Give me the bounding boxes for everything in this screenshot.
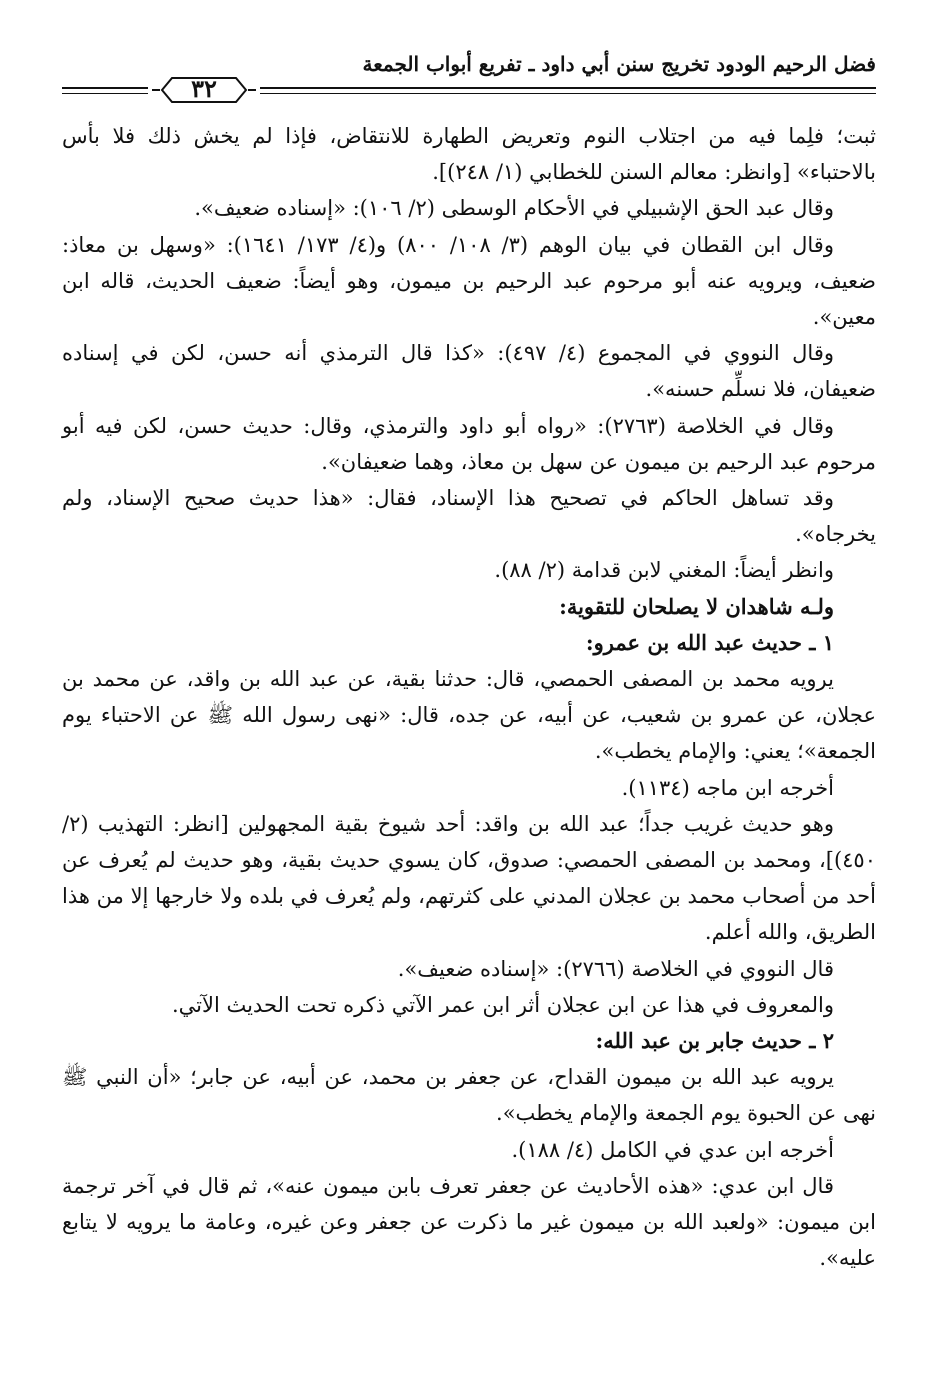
paragraph: وقال في الخلاصة (٢٧٦٣): «رواه أبو داود والترمذي، وقال: حديث حسن، لكن فيه أبو مرحوم عبد الرحيم بن ميمون عن سهل بن معاذ، وهما ضعيفان». <box>62 413 876 474</box>
paragraph: يرويه عبد الله بن ميمون القداح، عن جعفر بن محمد، عن أبيه، عن جابر؛ «أن النبي ﷺ نهى عن الحبوة يوم الجمعة والإمام يخطب». <box>62 1065 876 1126</box>
paragraph: قال ابن عدي: «هذه الأحاديث عن جعفر تعرف بابن ميمون عنه»، ثم قال في آخر ترجمة ابن ميمون: «ولعبد الله بن ميمون غير ما ذكرت عن جعفر وعن غيره، وعامة ما يرويه لا يتابع عليه». <box>62 1173 876 1271</box>
paragraph: قال النووي في الخلاصة (٢٧٦٦): «إسناده ضعيف». <box>397 956 834 981</box>
page-number: ٣٢ <box>191 74 217 103</box>
page-number-badge <box>148 72 260 108</box>
paragraph: والمعروف في هذا عن ابن عجلان أثر ابن عمر الآتي ذكره تحت الحديث الآتي. <box>171 992 834 1017</box>
running-title: فضل الرحيم الودود تخريج سنن أبي داود ـ تفريع أبواب الجمعة <box>362 52 876 76</box>
paragraph: وقال النووي في المجموع (٤/ ٤٩٧): «كذا قال الترمذي أنه حسن، لكن في إسناده ضعيفان، فلا نسلِّم حسنه». <box>62 341 876 402</box>
page-header <box>62 52 876 102</box>
paragraph: وهو حديث غريب جداً؛ عبد الله بن واقد: أحد شيوخ بقية المجهولين [انظر: التهذيب (٢/ ٤٥٠)]، ومحمد بن المصفى الحمصي: صدوق، كان يسوي حديث بقية، وهو حديث لم يُعرف عن أحد من أصحاب محمد بن عجلان المدني على كثرتهم، ولم يُعرف في بلده ولا خارجها إلا من هذا الطريق، والله أعلم. <box>62 811 876 945</box>
paragraph: ثبت؛ فلِما فيه من اجتلاب النوم وتعريض الطهارة للانتقاض، فإذا لم يخش ذلك فلا بأس بالاحتباء» [وانظر: معالم السنن للخطابي (١/ ٢٤٨)]. <box>62 124 876 185</box>
paragraph: وقال ابن القطان في بيان الوهم (٣/ ١٠٨/ ٨٠٠) و(٤/ ١٧٣/ ١٦٤١): «وسهل بن معاذ: ضعيف، ويرويه عنه أبو مرحوم عبد الرحيم بن ميمون، وهو أيضاً: ضعيف الحديث، قاله ابن معين». <box>62 232 876 330</box>
paragraph: وقال عبد الحق الإشبيلي في الأحكام الوسطى (٢/ ١٠٦): «إسناده ضعيف». <box>194 196 834 221</box>
section-heading: ١ ـ حديث عبد الله بن عمرو: <box>585 629 834 655</box>
paragraph: يرويه محمد بن المصفى الحمصي، قال: حدثنا بقية، عن عبد الله بن واقد، عن محمد بن عجلان، عن عمرو بن شعيب، عن أبيه، عن جده، قال: «نهى رسول الله ﷺ عن الاحتباء يوم الجمعة»؛ يعني: والإمام يخطب». <box>62 667 876 764</box>
paragraph: أخرجه ابن ماجه (١١٣٤). <box>621 775 834 800</box>
paragraph: وانظر أيضاً: المغني لابن قدامة (٢/ ٨٨). <box>494 558 834 583</box>
body-text <box>62 118 876 1277</box>
section-heading: ولـه شاهدان لا يصلحان للتقوية: <box>559 593 834 619</box>
paragraph: وقد تساهل الحاكم في تصحيح هذا الإسناد، فقال: «هذا حديث صحيح الإسناد، ولم يخرجاه». <box>62 486 876 547</box>
section-heading: ٢ ـ حديث جابر بن عبد الله: <box>595 1028 834 1054</box>
paragraph: أخرجه ابن عدي في الكامل (٤/ ١٨٨). <box>511 1137 834 1162</box>
